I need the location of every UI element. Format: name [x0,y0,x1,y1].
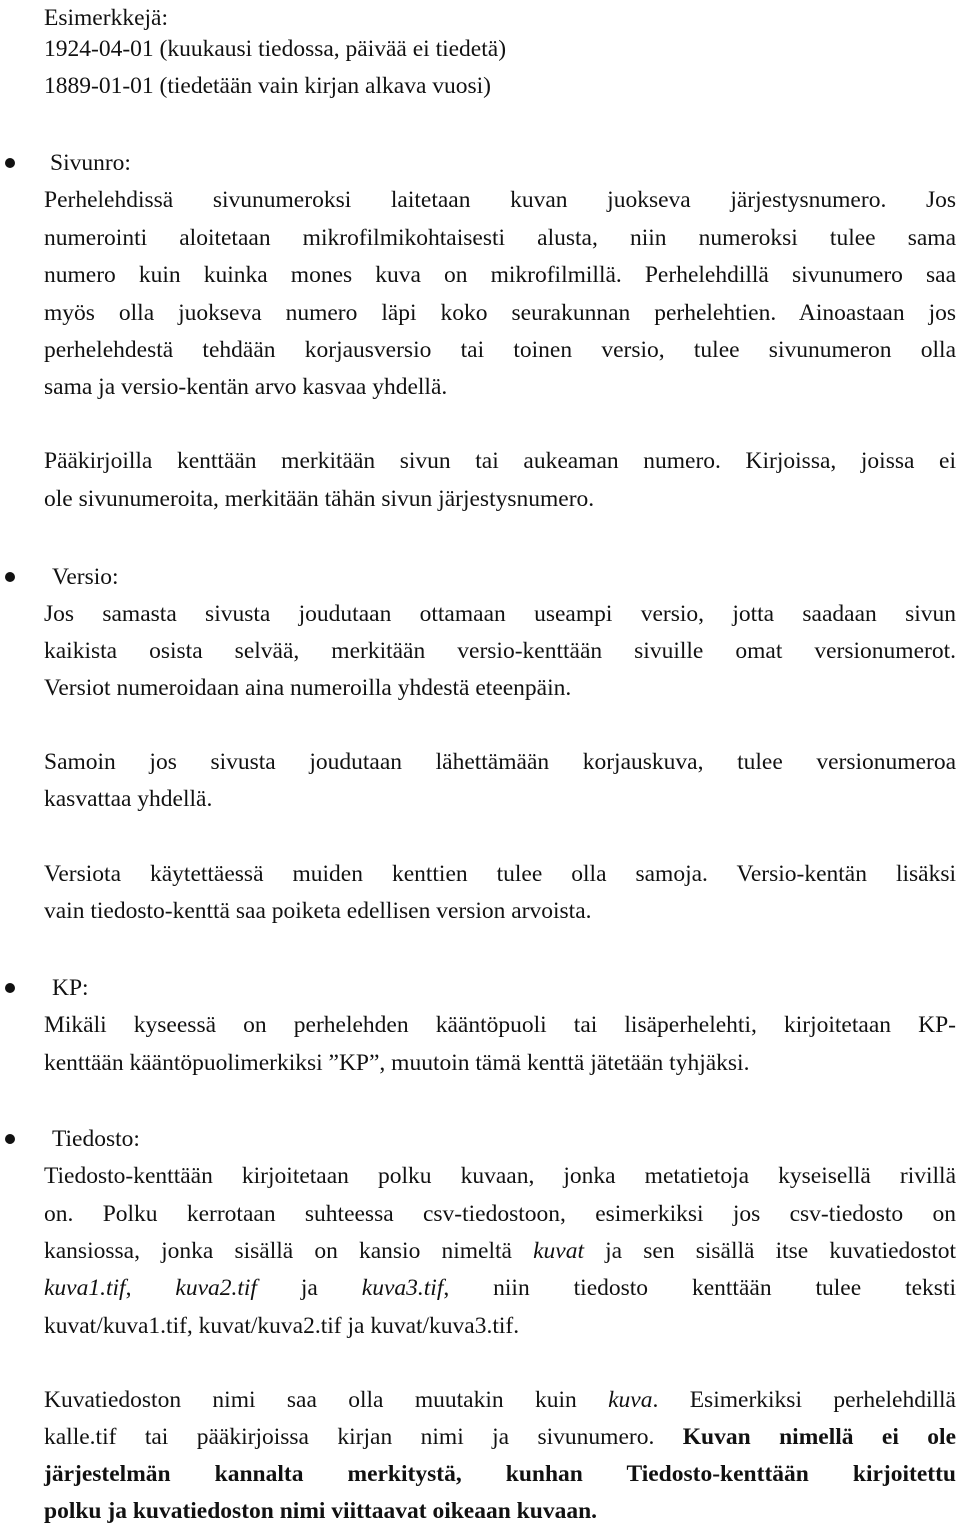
paragraph-line: numerointi aloitetaan mikrofilmikohtaisesti alusta, niin numeroksi tulee sama [44,225,956,251]
paragraph-line: Versiot numeroidaan aina numeroilla yhdestä eteenpäin. [44,675,572,701]
text-run: ja [256,1275,362,1301]
bullet-icon [5,1134,15,1144]
paragraph-line: on. Polku kerrotaan suhteessa csv-tiedostoon, esimerkiksi jos csv-tiedosto on [44,1201,956,1227]
paragraph-line: Samoin jos sivusta joudutaan lähettämään korjauskuva, tulee versionumeroa [44,749,956,775]
paragraph-line: Jos samasta sivusta joudutaan ottamaan useampi versio, jotta saadaan sivun [44,601,956,627]
section-heading-tiedosto: Tiedosto: [52,1126,140,1152]
paragraph-line: myös olla juokseva numero läpi koko seurakunnan perhelehtien. Ainoastaan jos [44,300,956,326]
paragraph-line: numero kuin kuinka mones kuva on mikrofilmillä. Perhelehdillä sivunumero saa [44,262,956,288]
text-run: kalle.tif tai pääkirjoissa kirjan nimi ja sivunumero. [44,1424,683,1450]
paragraph-line [44,1270,956,1306]
text-run: . Esimerkiksi perhelehdillä [652,1387,956,1413]
text-run: , [125,1275,176,1301]
text-run-bold: Kuvan nimellä ei ole [682,1424,957,1450]
section-heading-versio: Versio: [52,564,119,590]
text-run-italic: kuva1.tif [44,1275,126,1301]
example-line: 1889-01-01 (tiedetään vain kirjan alkava vuosi) [44,73,492,99]
text-run-italic: kuvat [533,1238,584,1264]
bullet-icon [5,983,15,993]
paragraph-line [44,1493,956,1529]
paragraph-line [44,1456,956,1492]
paragraph-line: vain tiedosto-kenttä saa poiketa edellisen version arvoista. [44,898,592,924]
examples-title: Esimerkkejä: [44,5,168,31]
paragraph-line [44,1233,956,1269]
text-run: kansiossa, jonka sisällä on kansio nimeltä [44,1238,534,1264]
section-heading-kp: KP: [52,975,89,1001]
text-run-bold: polku ja kuvatiedoston nimi viittaavat oikeaan kuvaan. [44,1498,598,1524]
text-run-italic: kuva3.tif [361,1275,444,1301]
paragraph-line: Versiota käytettäessä muiden kenttien tulee olla samoja. Versio-kentän lisäksi [44,861,956,887]
paragraph-line: Tiedosto-kenttään kirjoitetaan polku kuvaan, jonka metatietoja kyseisellä rivillä [44,1163,956,1189]
paragraph-line: kuvat/kuva1.tif, kuvat/kuva2.tif ja kuvat/kuva3.tif. [44,1313,520,1339]
paragraph-line: sama ja versio-kentän arvo kasvaa yhdellä. [44,374,448,400]
text-run-italic: kuva2.tif [175,1275,257,1301]
paragraph-line [44,1382,956,1418]
bullet-icon [5,158,15,168]
text-run: , niin tiedosto kenttään tulee teksti [443,1275,957,1301]
paragraph-line: perhelehdestä tehdään korjausversio tai toinen versio, tulee sivunumeron olla [44,337,956,363]
paragraph-line: Pääkirjoilla kenttään merkitään sivun tai aukeaman numero. Kirjoissa, joissa ei [44,448,956,474]
paragraph-line: Perhelehdissä sivunumeroksi laitetaan kuvan juokseva järjestysnumero. Jos [44,187,956,213]
paragraph-line [44,1419,956,1455]
example-line: 1924-04-01 (kuukausi tiedossa, päivää ei tiedetä) [44,36,507,62]
section-heading-sivunro: Sivunro: [50,150,131,176]
paragraph-line: kenttään kääntöpuolimerkiksi ”KP”, muutoin tämä kenttä jätetään tyhjäksi. [44,1050,750,1076]
text-run-italic: kuva [608,1387,653,1413]
paragraph-line: ole sivunumeroita, merkitään tähän sivun järjestysnumero. [44,486,595,512]
text-run-bold: järjestelmän kannalta merkitystä, kunhan Tiedosto-kenttään kirjoitettu [44,1461,956,1487]
paragraph-line: kaikista osista selvää, merkitään versio-kenttään sivuille omat versionumerot. [44,638,956,664]
text-run: ja sen sisällä itse kuvatiedostot [584,1238,957,1264]
text-run: Kuvatiedoston nimi saa olla muutakin kuin [44,1387,609,1413]
paragraph-line: kasvattaa yhdellä. [44,786,213,812]
paragraph-line: Mikäli kyseessä on perhelehden kääntöpuoli tai lisäperhelehti, kirjoitetaan KP- [44,1012,956,1038]
bullet-icon [5,572,15,582]
